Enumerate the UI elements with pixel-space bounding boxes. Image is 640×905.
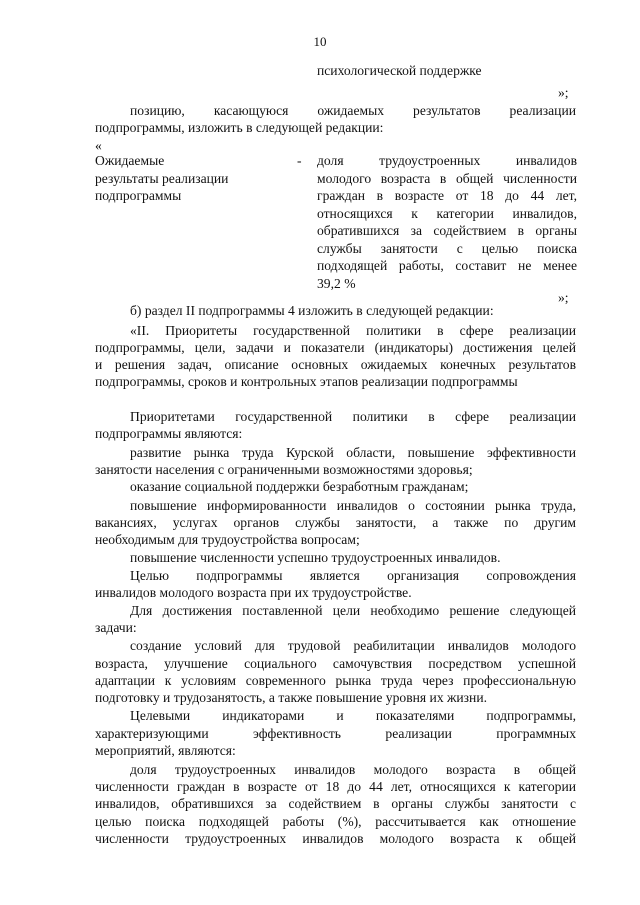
table-right-line: относящихся к категории инвалидов,	[317, 205, 577, 221]
table-right-line: доля трудоустроенных инвалидов	[317, 153, 577, 168]
body-line: инвалидов, обратившихся за содействием в органы службы занятости с	[95, 796, 576, 811]
body-line: характеризующими эффективность реализации программных	[95, 726, 576, 741]
body-line: численности граждан в возрасте от 18 до 44 лет, относящихся к категории	[95, 779, 576, 794]
body-line: подпрограммы являются:	[95, 426, 243, 441]
table-right-line: 39,2 %	[317, 275, 356, 291]
body-line: возраста, улучшение социального самочувствия посредством успешной	[95, 656, 576, 671]
table-right-line: службы занятости с целью поиска	[317, 240, 577, 256]
body-line: развитие рынка труда Курской области, повышение эффективности	[130, 445, 576, 460]
body-line: Для достижения поставленной цели необходимо решение следующей	[130, 603, 576, 618]
body-line: создание условий для трудовой реабилитации инвалидов молодого	[130, 638, 576, 653]
section-b-instruction: б) раздел II подпрограммы 4 изложить в следующей редакции:	[130, 303, 494, 318]
body-line: повышение численности успешно трудоустроенных инвалидов.	[130, 550, 501, 565]
body-line: доля трудоустроенных инвалидов молодого возраста в общей	[130, 762, 576, 777]
body-line: оказание социальной поддержки безработным гражданам;	[130, 479, 469, 494]
closing-quote: »;	[558, 290, 569, 305]
body-line: вакансиях, услугах органов службы занятости, а также по другим	[95, 515, 576, 530]
table-dash: -	[297, 153, 302, 168]
table-left-line: результаты реализации	[95, 170, 229, 186]
table-right-line: молодого возраста в общей численности	[317, 170, 577, 186]
intro-line-1: позицию, касающуюся ожидаемых результатов реализации	[130, 103, 576, 118]
body-line: Целью подпрограммы является организация сопровождения	[130, 568, 576, 583]
body-line: задачи:	[95, 620, 137, 635]
closing-quote: »;	[558, 85, 569, 100]
section-heading-line: подпрограммы, цели, задачи и показатели (индикаторы) достижения целей	[95, 340, 576, 355]
body-line: целью поиска подходящей работы (%), рассчитывается как отношение	[95, 814, 576, 829]
body-line: мероприятий, являются:	[95, 743, 236, 758]
body-line: Приоритетами государственной политики в сфере реализации	[130, 409, 576, 424]
section-heading-line: подпрограммы, сроков и контрольных этапов реализации подпрограммы	[95, 374, 518, 389]
table-left-cell	[95, 152, 228, 205]
table-right-line: обратившихся за содействием в органы	[317, 223, 577, 238]
section-heading-line: и решения задач, описание основных ожидаемых конечных результатов	[95, 357, 576, 372]
table-right-line: граждан в возрасте от 18 до 44 лет,	[317, 188, 577, 203]
table-left-line: Ожидаемые	[95, 153, 165, 168]
table-right-cell	[317, 152, 577, 292]
section-heading-line: «II. Приоритеты государственной политики в сфере реализации	[130, 323, 576, 338]
opening-quote: «	[95, 138, 102, 153]
body-line: повышение информированности инвалидов о состоянии рынка труда,	[130, 498, 576, 513]
body-line: подготовку и трудозанятость, а также повышение уровня их жизни.	[95, 690, 488, 705]
table-right-line: подходящей работы, составит не менее	[317, 258, 577, 273]
previous-row-tail: психологической поддержке	[317, 63, 482, 78]
table-left-line: подпрограммы	[95, 188, 182, 203]
body-line: численности трудоустроенных инвалидов молодого возраста к общей	[95, 831, 576, 846]
body-line: занятости населения с ограниченными возможностями здоровья;	[95, 462, 473, 477]
body-line: адаптации к условиям современного рынка труда через профессиональную	[95, 673, 576, 688]
body-line: необходимым для трудоустройства вопросам;	[95, 532, 360, 547]
body-line: Целевыми индикаторами и показателями подпрограммы,	[130, 708, 576, 723]
body-line: инвалидов молодого возраста при их трудоустройстве.	[95, 585, 412, 600]
intro-line-2: подпрограммы, изложить в следующей редакции:	[95, 120, 384, 135]
page-number: 10	[313, 34, 327, 49]
